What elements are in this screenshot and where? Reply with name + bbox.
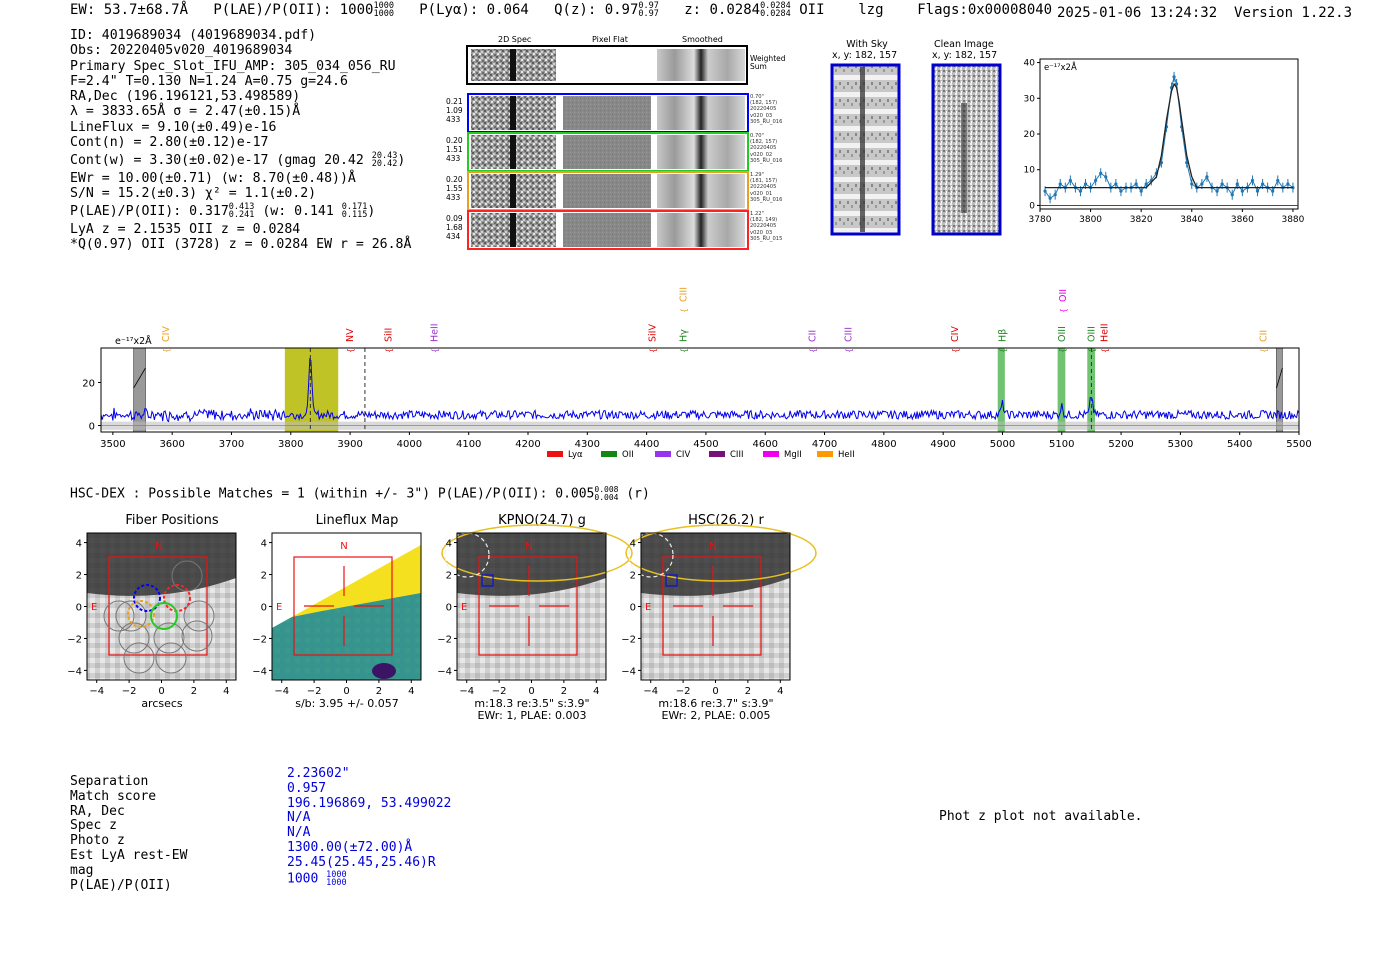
zoom-ylabel: e⁻¹⁷x2Å (1044, 63, 1077, 73)
cutout-row-left-label (446, 175, 463, 202)
panel-ytick-label: −2 (437, 634, 452, 646)
legend-label: OII (622, 450, 634, 460)
spectrum-xtick-label: 4700 (811, 439, 838, 450)
panel-ytick-label: 4 (629, 538, 636, 550)
spectrum-line-brace: { (430, 348, 440, 354)
panel-xtick-label: −2 (306, 686, 322, 697)
info-line: LyA z = 2.1535 OII z = 0.0284 (70, 221, 301, 237)
cutout-right-value: 305_RU_015 (750, 235, 783, 242)
cutout-left-value: 434 (446, 232, 461, 241)
panel-caption: EWr: 2, PLAE: 0.005 (661, 709, 771, 722)
spectrum-xtick-label: 4200 (515, 439, 541, 450)
match-value: 2.23602" (287, 766, 350, 781)
panel-xtick-label: 2 (190, 686, 198, 697)
spectrum-line-band (1058, 348, 1066, 432)
match-table-values (287, 767, 451, 887)
match-key: Photo z (70, 833, 125, 849)
north-label: N (525, 541, 533, 552)
spectrum-line-label: CIV (950, 326, 962, 342)
match-key: P(LAE)/P(OII) (70, 877, 172, 893)
spectrum-line-brace: { (1100, 348, 1110, 354)
spectrum-line-brace: { (1259, 348, 1269, 354)
zoom-axes-frame (1040, 59, 1298, 209)
zoom-data-point (1256, 190, 1259, 193)
cutout-row-right-label (750, 172, 782, 203)
zoom-xtick-label: 3840 (1180, 215, 1204, 225)
panel-title: Fiber Positions (125, 513, 219, 528)
info-line: Primary Spec_Slot_IFU_AMP: 305_034_056_RU (70, 58, 396, 74)
photz-note: Phot z plot not available. (939, 809, 1143, 824)
spectrum-xtick-label: 4600 (752, 439, 778, 450)
header-plya: P(Lyα): 0.064 (419, 2, 529, 18)
east-label: E (91, 602, 98, 613)
match-value: 1300.00(±72.00)Å (287, 839, 413, 855)
zoom-data-point (1094, 179, 1097, 182)
cutout-right-value: 20220405 (750, 223, 777, 230)
east-label: E (645, 602, 652, 613)
header-version: Version 1.22.3 (1234, 5, 1353, 21)
cutout-right-value: v020_01 (750, 190, 773, 197)
spectrum-line-label: HeII (429, 323, 441, 342)
legend-swatch (709, 451, 725, 457)
panel-caption: m:18.6 re:3.7" s:3.9" (658, 697, 774, 710)
match-key: mag (70, 862, 94, 878)
spectrum-xtick-label: 4100 (455, 439, 482, 450)
cutout-right-value: 305_RU_016 (750, 157, 783, 164)
zoom-data-point (1049, 197, 1052, 200)
spectrum-line-brace: { (1087, 348, 1097, 354)
match-key: Separation (70, 774, 149, 789)
panel-ytick-label: 2 (260, 570, 267, 582)
zoom-data-point (1145, 182, 1148, 185)
zoom-data-point (1043, 190, 1046, 193)
spectrum-xtick-label: 3800 (278, 439, 304, 450)
cutout-right-value: (182, 157) (750, 139, 778, 146)
info-line: Obs: 20220405v020_4019689034 (70, 43, 293, 59)
panel-xtick-label: 0 (158, 686, 165, 697)
panel-xtick-label: −4 (459, 686, 475, 697)
cutout-left-value: 433 (446, 193, 461, 202)
cutout-right-value: 20220405 (750, 145, 777, 152)
zoom-data-point (1215, 190, 1218, 193)
panel-ytick-label: −2 (621, 634, 636, 646)
zoom-ytick-label: 30 (1023, 94, 1035, 105)
cutout-right-value: (182, 157) (750, 100, 778, 107)
info-line: RA,Dec (196.196121,53.498589) (70, 89, 301, 105)
cutout-right-value: v020_02 (750, 151, 773, 158)
panel-caption: m:18.3 re:3.5" s:3.9" (474, 697, 590, 710)
cutout-right-value: (182, 149) (750, 217, 778, 224)
spectrum-line-label: SiII (383, 327, 395, 342)
cutout-right-value: 0.70" (750, 133, 764, 139)
spectrum-line-brace: { (162, 348, 172, 354)
cutout-left-value: 0.21 (446, 97, 463, 106)
spectrum-xtick-label: 4900 (930, 439, 956, 450)
cutout-panel (252, 528, 425, 708)
zoom-xtick-label: 3860 (1230, 215, 1254, 225)
cutout-right-value: 1.22" (750, 211, 764, 217)
cutout-row-left-label (446, 97, 463, 124)
panel-xtick-label: −4 (643, 686, 659, 697)
zoom-data-point (1251, 179, 1254, 182)
cutout-left-value: 1.55 (446, 184, 463, 193)
legend-swatch (547, 451, 563, 457)
zoom-data-point (1079, 190, 1082, 193)
cutout-left-value: 1.51 (446, 145, 463, 154)
zoom-data-point (1286, 182, 1289, 185)
zoom-data-point (1099, 172, 1102, 175)
spectrum-xtick-label: 3700 (218, 439, 245, 450)
panel-xtick-label: −2 (675, 686, 691, 697)
sky-clean-images (830, 63, 1002, 237)
spectrum-xtick-label: 5500 (1286, 439, 1312, 450)
legend-swatch (763, 451, 779, 457)
spectrum-line-brace: { (346, 348, 356, 354)
hsc-dex-line: HSC-DEX : Possible Matches = 1 (within +/- 3") P(LAE)/P(OII): 0.0050.008 0.004 (r) (70, 485, 650, 502)
info-line-cont-w: Cont(w) = 3.30(±0.02)e-17 (gmag 20.42 20.43 20.42) (70, 151, 406, 170)
header-z: z: 0.0284 (684, 2, 761, 18)
panel-ytick-label: 0 (629, 602, 636, 614)
info-line: λ = 3833.65Å σ = 2.47(±0.15)Å (70, 104, 301, 120)
panel-ytick-label: 4 (260, 538, 267, 550)
panel-caption: EWr: 1, PLAE: 0.003 (477, 709, 587, 722)
spectrum-line-label: OIII (1086, 326, 1098, 342)
cutout-left-value: 0.09 (446, 214, 463, 223)
zoom-data-point (1231, 193, 1234, 196)
panel-ytick-label: 2 (75, 570, 82, 582)
clean-sub: x, y: 182, 157 (932, 50, 998, 61)
cutout-panel (621, 528, 794, 708)
spectrum-line-brace: { (808, 348, 818, 354)
panel-caption: arcsecs (141, 697, 183, 710)
zoom-fit-chart (1020, 50, 1320, 235)
spectrum-line-label: HeII (1099, 323, 1111, 342)
zoom-ytick-label: 0 (1029, 201, 1035, 212)
east-label: E (461, 602, 468, 613)
zoom-fit-curve (1045, 84, 1293, 188)
panel-xtick-label: 2 (560, 686, 568, 697)
panel-xtick-label: −2 (491, 686, 507, 697)
header-zline: OII (799, 2, 825, 18)
cutout-right-value: 1.29" (750, 172, 764, 178)
cutout-panel (67, 528, 240, 708)
zoom-data-point (1054, 193, 1057, 196)
spectrum-line-label: CIII (843, 326, 855, 342)
match-key: Spec z (70, 818, 117, 834)
zoom-data-point (1135, 182, 1138, 185)
match-value: N/A (287, 825, 311, 841)
spectrum-trace (101, 359, 1299, 422)
panel-xtick-label: 0 (712, 686, 719, 697)
panel-xtick-label: 2 (744, 686, 752, 697)
spectrum-masked-region (134, 348, 146, 432)
spectrum-line-brace: { (1058, 308, 1068, 314)
zoom-data-point (1140, 190, 1143, 193)
panel-xtick-label: 4 (223, 686, 230, 697)
spectrum-line-label: NV (345, 328, 357, 342)
cutout-strips (466, 44, 752, 254)
zoom-data-point (1200, 182, 1203, 185)
spectrum-line-brace: { (998, 348, 1008, 354)
spectrum-ylabel: e⁻¹⁷x2Å (115, 336, 152, 347)
cutout-right-value: 20220405 (750, 184, 777, 191)
spectrum-ytick-label: 20 (82, 378, 95, 390)
zoom-data-point (1084, 182, 1087, 185)
north-label: N (340, 541, 348, 552)
cutout-right-value: 305_RU_016 (750, 118, 783, 125)
panel-xtick-label: −2 (121, 686, 137, 697)
match-value: 1000 1000 1000 (287, 869, 347, 888)
spectrum-xtick-label: 5100 (1049, 439, 1075, 450)
info-line: ID: 4019689034 (4019689034.pdf) (70, 28, 317, 43)
info-line: EWr = 10.00(±0.71) (w: 8.70(±0.48))Å (70, 170, 356, 186)
zoom-data-point (1059, 182, 1062, 185)
spectrum-line-label: CIII (678, 286, 690, 302)
cutout-left-value: 433 (446, 154, 461, 163)
zoom-xtick-label: 3780 (1028, 215, 1052, 225)
match-key: RA, Dec (70, 803, 125, 819)
spectrum-xtick-label: 5300 (1167, 439, 1194, 450)
spectrum-line-label: Hγ (678, 329, 690, 342)
spectrum-ytick-label: 0 (88, 421, 95, 433)
info-line: S/N = 15.2(±0.3) χ² = 1.1(±0.2) (70, 185, 317, 201)
header-tag: lzg (858, 2, 884, 18)
header-ew: EW: 53.7±68.7Å (70, 2, 189, 18)
cutout-right-value: 305_RU_016 (750, 196, 783, 203)
cutout-row-right-label (750, 133, 782, 164)
zoom-data-point (1190, 182, 1193, 185)
spectrum-xtick-label: 5200 (1108, 439, 1134, 450)
cutout-row-left-label (446, 214, 463, 241)
spectrum-xtick-label: 4500 (693, 439, 719, 450)
match-key: Match score (70, 788, 157, 804)
panel-xtick-label: −4 (89, 686, 105, 697)
legend-swatch (655, 451, 671, 457)
panel-xtick-label: −4 (274, 686, 290, 697)
match-table-keys (70, 775, 187, 893)
spectrum-line-brace: { (679, 308, 689, 314)
info-line-plae: P(LAE)/P(OII): 0.3170.413 0.241 (w: 0.141 0.171 0.115) (70, 202, 376, 221)
spectrum-xtick-label: 4300 (574, 439, 601, 450)
cutout-left-value: 0.20 (446, 136, 463, 145)
spectrum-line-band (998, 348, 1008, 432)
header-line: EW: 53.7±68.7Å P(LAE)/P(OII): 10001000 1000 P(Lyα): 0.064 Q(z): 0.970.97 0.97 z: 0.02840.0284 0.0284 OII lzg Flags:0x00008040 (70, 1, 1053, 19)
spectrum-line-label: OIII (1056, 326, 1068, 342)
panel-ytick-label: 0 (445, 602, 452, 614)
spectrum-highlight-band (285, 348, 338, 432)
panel-ytick-label: 2 (445, 570, 452, 582)
panel-title: Lineflux Map (315, 513, 399, 528)
panel-ytick-label: −4 (621, 666, 636, 678)
cutout-left-value: 1.68 (446, 223, 463, 232)
spectrum-line-label: Hβ (997, 328, 1009, 342)
legend-label: MgII (784, 450, 802, 460)
east-label: E (276, 602, 283, 613)
panel-xtick-label: 0 (343, 686, 350, 697)
panel-caption: s/b: 3.95 +/- 0.057 (295, 697, 399, 710)
zoom-data-point (1205, 175, 1208, 178)
spectrum-line-brace: { (1057, 348, 1067, 354)
panel-ytick-label: −2 (67, 634, 82, 646)
spectrum-xtick-label: 3600 (159, 439, 185, 450)
panel-ytick-label: −4 (437, 666, 452, 678)
info-line: LineFlux = 9.10(±0.49)e-16 (70, 119, 277, 135)
panel-xtick-label: 4 (408, 686, 415, 697)
panel-ytick-label: 4 (75, 538, 82, 550)
cutout-right-value: 0.70" (750, 94, 764, 100)
cutout-right-value: v020_03 (750, 112, 773, 119)
north-label: N (709, 541, 717, 552)
zoom-data-point (1271, 190, 1274, 193)
zoom-data-point (1241, 190, 1244, 193)
zoom-data-point (1236, 182, 1239, 185)
info-line: F=2.4" T=0.130 N=1.24 A=0.75 g=24.6 (70, 73, 348, 89)
spectrum-xtick-label: 3900 (337, 439, 363, 450)
panel-ytick-label: 4 (445, 538, 452, 550)
with-sky-image (832, 65, 899, 234)
spectrum-xtick-label: 4400 (633, 439, 660, 450)
match-value: 25.45(25.45,25.46)R (287, 854, 436, 870)
panel-ytick-label: 2 (629, 570, 636, 582)
col-head-pixelflat: Pixel Flat (592, 35, 628, 44)
panel-ytick-label: 0 (75, 602, 82, 614)
full-spectrum-chart (70, 270, 1320, 465)
zoom-xtick-label: 3800 (1079, 215, 1103, 225)
spectrum-xtick-label: 4800 (871, 439, 897, 450)
cutout-left-value: 0.20 (446, 175, 463, 184)
panel-ytick-label: 0 (260, 602, 267, 614)
detection-info (70, 28, 411, 252)
zoom-data-point (1104, 175, 1107, 178)
legend-label: HeII (838, 450, 855, 460)
panel-title: HSC(26.2) r (688, 513, 764, 528)
spectrum-line-label: SiIV (647, 324, 659, 342)
weighted-sum-label: Weighted Sum (750, 54, 786, 71)
header-flags: Flags:0x00008040 (917, 2, 1053, 18)
header-qz: Q(z): 0.97 (554, 2, 639, 18)
spectrum-line-label: CII (807, 329, 819, 342)
match-value: 0.957 (287, 780, 327, 796)
zoom-data-series (1045, 77, 1293, 198)
legend-swatch (817, 451, 833, 457)
zoom-xtick-label: 3820 (1129, 215, 1153, 225)
zoom-data-point (1276, 179, 1279, 182)
zoom-ytick-label: 20 (1023, 130, 1035, 140)
panel-ytick-label: −4 (252, 666, 267, 678)
with-sky-sub: x, y: 182, 157 (832, 50, 898, 61)
zoom-data-point (1069, 179, 1072, 182)
match-value: 196.196869, 53.499022 (287, 795, 452, 811)
legend-label: Lyα (568, 450, 583, 460)
panel-xtick-label: 2 (375, 686, 383, 697)
zoom-ytick-label: 40 (1023, 58, 1035, 69)
zoom-data-point (1114, 182, 1117, 185)
match-value: N/A (287, 810, 311, 826)
match-key: Est LyA rest-EW (70, 847, 188, 863)
zoom-data-point (1261, 182, 1264, 185)
zoom-data-point (1119, 190, 1122, 193)
panel-ytick-label: −4 (67, 666, 82, 678)
panel-ytick-label: −2 (252, 634, 267, 646)
cutout-row-right-label (750, 94, 782, 125)
spectrum-line-label: CII (1258, 329, 1270, 342)
legend-label: CIV (676, 450, 691, 460)
spectrum-line-brace: { (679, 348, 689, 354)
col-head-2dspec: 2D Spec (498, 35, 532, 44)
clean-title: Clean Image (934, 39, 994, 50)
spectrum-line-label: CIV (161, 326, 173, 342)
spectrum-masked-region (1276, 348, 1282, 432)
spectrum-line-brace: { (384, 348, 394, 354)
header-plae: P(LAE)/P(OII): 1000 (213, 2, 374, 18)
col-head-smoothed: Smoothed (682, 35, 723, 44)
cutout-left-value: 1.09 (446, 106, 463, 115)
zoom-ytick-label: 10 (1023, 165, 1035, 176)
spectrum-xtick-label: 5400 (1226, 439, 1253, 450)
legend-swatch (601, 451, 617, 457)
cutout-row-right-label (750, 211, 782, 242)
info-line: Cont(n) = 2.80(±0.12)e-17 (70, 135, 269, 151)
cutout-right-value: 20220405 (750, 106, 777, 113)
spectrum-line-label: OII (1057, 288, 1069, 302)
legend-label: CIII (730, 450, 744, 460)
spectrum-xtick-label: 5000 (989, 439, 1016, 450)
with-sky-title: With Sky (846, 39, 888, 50)
panel-title: KPNO(24.7) g (498, 513, 586, 528)
panel-xtick-label: 4 (593, 686, 600, 697)
panel-xtick-label: 0 (528, 686, 535, 697)
spectrum-line-brace: { (951, 348, 961, 354)
spectrum-line-brace: { (844, 348, 854, 354)
spectrum-xtick-label: 4000 (396, 439, 423, 450)
header-datetime-block (1057, 5, 1352, 21)
cutout-right-value: (181, 157) (750, 178, 778, 185)
cutout-panel (437, 528, 610, 708)
cutout-right-value: v020_03 (750, 229, 773, 236)
panel-xtick-label: 4 (777, 686, 784, 697)
cutout-left-value: 433 (446, 115, 461, 124)
zoom-data-point (1221, 182, 1224, 185)
cutout-row-left-label (446, 136, 463, 163)
spectrum-line-brace: { (648, 348, 658, 354)
header-datetime: 2025-01-06 13:24:32 (1057, 5, 1218, 21)
zoom-xtick-label: 3880 (1281, 215, 1305, 225)
north-label: N (155, 541, 163, 552)
spectrum-xtick-label: 3500 (100, 439, 126, 450)
zoom-data-point (1172, 75, 1175, 78)
info-line: *Q(0.97) OII (3728) z = 0.0284 EW r = 26.8Å (70, 236, 412, 252)
